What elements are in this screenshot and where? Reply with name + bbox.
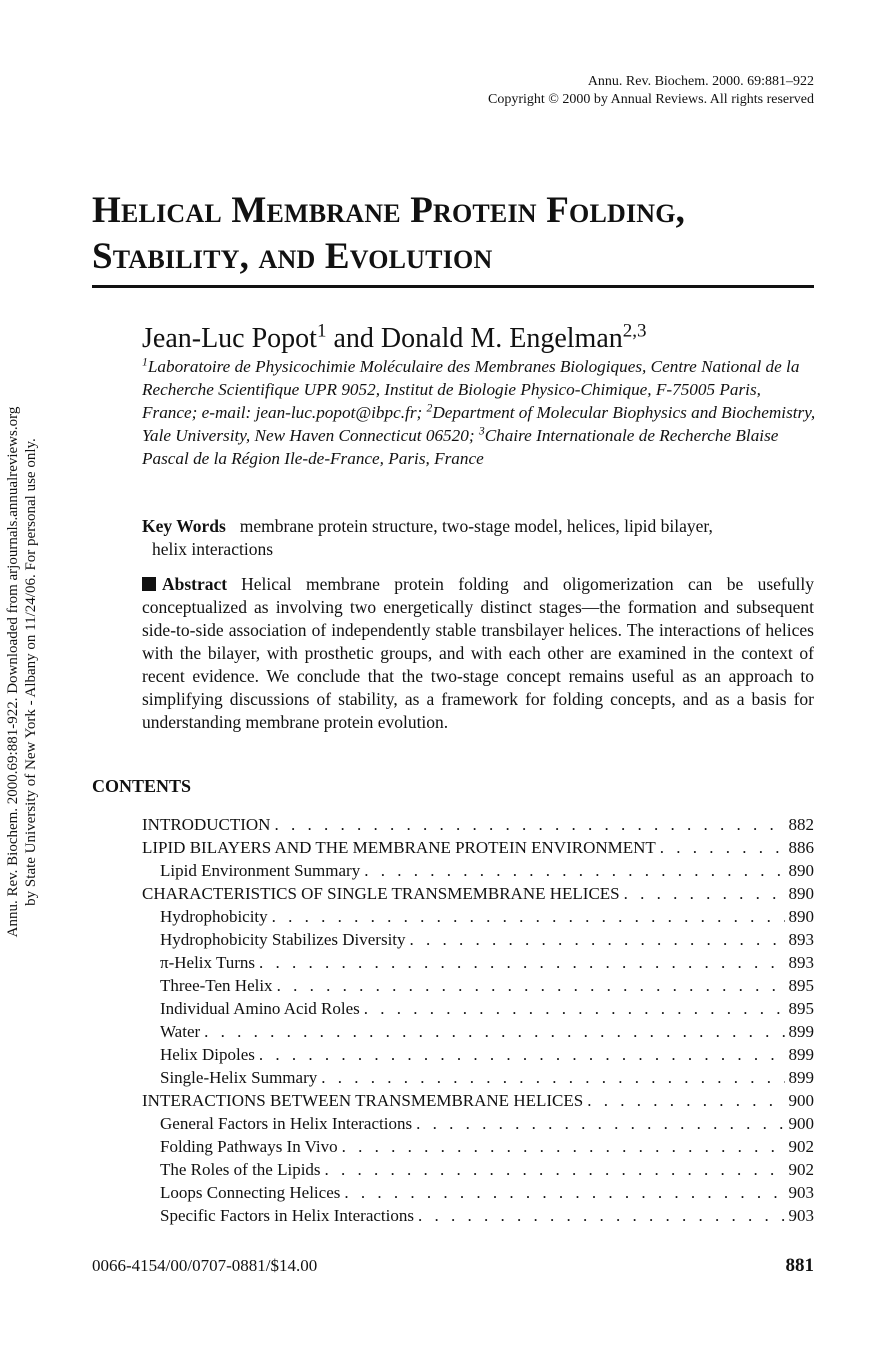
toc-leader-dots <box>272 907 785 927</box>
toc-entry-page: 882 <box>788 815 814 834</box>
toc-entry-label: Loops Connecting Helices <box>160 1183 341 1202</box>
author-2-affiliation-mark: 2,3 <box>622 320 647 342</box>
title-line2: Stability, and Evolution <box>92 236 493 277</box>
toc-leader-dots <box>259 1045 785 1065</box>
toc-entry-page: 899 <box>788 1022 814 1041</box>
copyright-notice: Copyright © 2000 by Annual Reviews. All rights reserved <box>488 92 814 107</box>
toc-leader-dots <box>344 1183 784 1203</box>
toc-entry <box>142 1160 814 1183</box>
affiliation-mark-2: 2 <box>426 401 433 415</box>
toc-entry-page: 893 <box>788 930 814 949</box>
toc-entry-label: INTERACTIONS BETWEEN TRANSMEMBRANE HELICES <box>142 1091 584 1110</box>
keywords-label: Key Words <box>142 516 226 536</box>
toc-entry-page: 886 <box>788 838 814 857</box>
keywords <box>142 515 818 561</box>
affiliations <box>142 355 818 470</box>
download-notice <box>4 376 44 968</box>
download-notice-line2: by State University of New York - Albany on 11/24/06. For personal use only. <box>23 438 39 906</box>
affiliation-1: Laboratoire de Physicochimie Moléculaire des Membranes Biologiques, Centre National de la Recherche Scientifique UPR 9052, Institut de Biologie Physico-Chimique, F-75005 Paris, France; e-mail: jean-luc.popot@ibpc.fr; <box>142 357 800 422</box>
toc-entry-page: 902 <box>788 1137 814 1156</box>
toc-entry-page: 890 <box>788 907 814 926</box>
toc-entry <box>142 1091 814 1114</box>
toc-entry-label: INTRODUCTION <box>142 815 271 834</box>
download-notice-line1: Annu. Rev. Biochem. 2000.69:881-922. Downloaded from arjournals.annualreviews.org <box>5 406 21 938</box>
toc-entry-label: Water <box>160 1022 201 1041</box>
toc-entry-label: LIPID BILAYERS AND THE MEMBRANE PROTEIN ENVIRONMENT <box>142 838 656 857</box>
toc-entry-page: 900 <box>788 1091 814 1110</box>
toc-entry-page: 903 <box>788 1206 814 1225</box>
title-line1: Helical Membrane Protein Folding, <box>92 190 686 231</box>
affiliation-3: Chaire Internationale de Recherche Blaise Pascal de la Région Ile-de-France, Paris, France <box>142 426 779 468</box>
toc-entry <box>142 930 814 953</box>
toc-entry <box>142 907 814 930</box>
toc-leader-dots <box>321 1068 784 1088</box>
toc-entry-page: 899 <box>788 1068 814 1087</box>
toc-entry-label: Hydrophobicity Stabilizes Diversity <box>160 930 406 949</box>
toc-entry-label: Single-Helix Summary <box>160 1068 318 1087</box>
toc-leader-dots <box>410 930 785 950</box>
toc-entry-label: The Roles of the Lipids <box>160 1160 321 1179</box>
toc-leader-dots <box>342 1137 785 1157</box>
toc-entry-page: 890 <box>788 861 814 880</box>
toc-entry-label: Individual Amino Acid Roles <box>160 999 360 1018</box>
toc-leader-dots <box>259 953 784 973</box>
toc-entry-page: 890 <box>788 884 814 903</box>
affiliation-mark-1: 1 <box>142 355 148 369</box>
toc-entry-label: Hydrophobicity <box>160 907 268 926</box>
abstract-text: Helical membrane protein folding and oligomerization can be usefully conceptualized as involving two energetically distinct stages—the formation and subsequent side-to-side association of independently stable transbilayer helices. The interactions of helices with the bilayer, with prosthetic groups, and with each other are examined in the context of recent evidence. We conclude that the two-stage concept remains useful as an approach to simplifying discussions of stability, as a framework for folding concepts, and as a basis for understanding membrane protein evolution. <box>142 574 814 732</box>
toc-leader-dots <box>364 861 784 881</box>
title-rule <box>92 285 814 288</box>
toc-entry-page: 903 <box>788 1183 814 1202</box>
affiliation-mark-3: 3 <box>478 424 485 438</box>
toc-leader-dots <box>274 815 784 835</box>
toc-entry <box>142 1114 814 1137</box>
keywords-line2: helix interactions <box>152 539 274 559</box>
toc-entry <box>142 861 814 884</box>
toc-entry <box>142 1137 814 1160</box>
contents-heading: CONTENTS <box>92 776 192 796</box>
authors-conjunction: and <box>326 323 381 354</box>
toc-entry-label: Helix Dipoles <box>160 1045 255 1064</box>
toc-entry-label: Lipid Environment Summary <box>160 861 361 880</box>
toc-entry-page: 900 <box>788 1114 814 1133</box>
toc-leader-dots <box>416 1114 784 1134</box>
journal-citation: Annu. Rev. Biochem. 2000. 69:881–922 <box>587 74 814 89</box>
square-bullet-icon <box>142 577 156 591</box>
toc-leader-dots <box>587 1091 784 1111</box>
toc-entry-label: Folding Pathways In Vivo <box>160 1137 338 1156</box>
toc-leader-dots <box>624 884 785 904</box>
keywords-line1: membrane protein structure, two-stage model, helices, lipid bilayer, <box>239 516 713 536</box>
toc-leader-dots <box>660 838 785 858</box>
toc-entry <box>142 1022 814 1045</box>
toc-entry-page: 902 <box>788 1160 814 1179</box>
toc-leader-dots <box>204 1022 784 1042</box>
toc-entry-page: 895 <box>788 999 814 1018</box>
toc-entry-label: Specific Factors in Helix Interactions <box>160 1206 414 1225</box>
author-2: Donald M. Engelman <box>380 323 623 354</box>
affiliation-2: Department of Molecular Biophysics and Biochemistry, Yale University, New Haven Connecticut 06520; <box>142 403 816 445</box>
toc-entry-label: General Factors in Helix Interactions <box>160 1114 413 1133</box>
toc-leader-dots <box>418 1206 785 1226</box>
journal-header <box>488 73 814 109</box>
table-of-contents <box>142 815 814 1229</box>
toc-entry-label: π-Helix Turns <box>160 953 256 972</box>
toc-entry-page: 893 <box>788 953 814 972</box>
toc-leader-dots <box>277 976 785 996</box>
toc-entry <box>142 838 814 861</box>
toc-entry-page: 895 <box>788 976 814 995</box>
toc-entry <box>142 953 814 976</box>
toc-entry <box>142 1045 814 1068</box>
toc-entry <box>142 976 814 999</box>
toc-entry <box>142 1206 814 1229</box>
authors <box>142 322 647 356</box>
abstract <box>142 573 814 734</box>
author-1-affiliation-mark: 1 <box>316 320 327 342</box>
page-number: 881 <box>785 1255 814 1276</box>
toc-entry <box>142 815 814 838</box>
toc-leader-dots <box>325 1160 785 1180</box>
toc-entry <box>142 1183 814 1206</box>
toc-entry <box>142 999 814 1022</box>
toc-entry-page: 899 <box>788 1045 814 1064</box>
article-title <box>92 188 817 280</box>
toc-entry <box>142 1068 814 1091</box>
toc-leader-dots <box>364 999 785 1019</box>
abstract-label: Abstract <box>162 574 228 594</box>
footer-code: 0066-4154/00/0707-0881/$14.00 <box>92 1256 318 1275</box>
toc-entry-label: CHARACTERISTICS OF SINGLE TRANSMEMBRANE HELICES <box>142 884 620 903</box>
author-1: Jean-Luc Popot <box>142 323 317 354</box>
toc-entry <box>142 884 814 907</box>
toc-entry-label: Three-Ten Helix <box>160 976 273 995</box>
